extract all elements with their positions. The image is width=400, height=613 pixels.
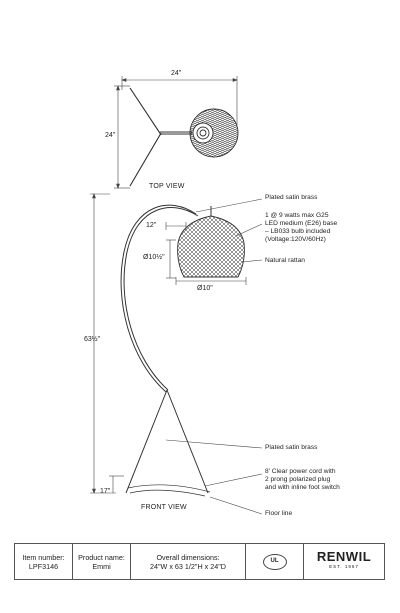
top-view-depth-dim: 24" <box>105 132 116 139</box>
callout-shade: Natural rattan <box>265 257 305 264</box>
overall-dimensions-label: Overall dimensions: <box>156 552 220 562</box>
shade-width-dim: Ø10" <box>197 285 213 292</box>
callout-bulb <box>265 212 337 244</box>
callout-cord <box>265 468 340 492</box>
callout-cord-line: 8' Clear power cord with <box>265 468 336 475</box>
callout-finish-top: Plated satin brass <box>265 194 318 201</box>
top-view-lamp <box>130 88 238 186</box>
callout-bulb-line: – LB033 bulb included <box>265 228 331 235</box>
shade-height-dim: Ø10½" <box>143 254 165 261</box>
top-view-width-dim: 24" <box>171 70 182 77</box>
ul-listed-icon: UL <box>263 554 287 570</box>
item-number-value: LPF3146 <box>28 561 59 571</box>
callout-bulb-line: LED medium (E26) base <box>265 220 338 227</box>
callout-finish-bottom: Plated satin brass <box>265 444 318 451</box>
product-name-value: Emmi <box>92 561 111 571</box>
callout-cord-line: and with inline foot switch <box>265 484 340 491</box>
product-name-label: Product name: <box>78 552 125 562</box>
brand-logo: RENWIL <box>316 549 372 564</box>
overall-dimensions-value: 24"W x 63 1/2"H x 24"D <box>150 561 226 571</box>
callout-bulb-line: (Voltage:120V/60Hz) <box>265 236 326 243</box>
item-number-label: Item number: <box>22 552 65 562</box>
base-height-dim: 17" <box>100 488 111 495</box>
front-view-lamp <box>121 205 244 496</box>
certification-cell <box>246 544 304 579</box>
overall-dimensions-cell <box>131 544 246 579</box>
front-view-caption: FRONT VIEW <box>141 504 187 511</box>
title-block <box>14 543 385 580</box>
callout-bulb-line: 1 @ 9 watts max G25 <box>265 212 329 219</box>
callout-cord-line: 2 prong polarized plug <box>265 476 331 483</box>
brand-cell <box>304 544 384 579</box>
top-view-caption: TOP VIEW <box>149 183 185 190</box>
item-number-cell <box>15 544 73 579</box>
brand-est: EST. 1967 <box>329 564 359 569</box>
total-height-dim: 63½" <box>84 336 101 343</box>
product-name-cell <box>73 544 131 579</box>
callout-floor: Floor line <box>265 510 293 517</box>
arm-dim: 12" <box>146 222 157 229</box>
